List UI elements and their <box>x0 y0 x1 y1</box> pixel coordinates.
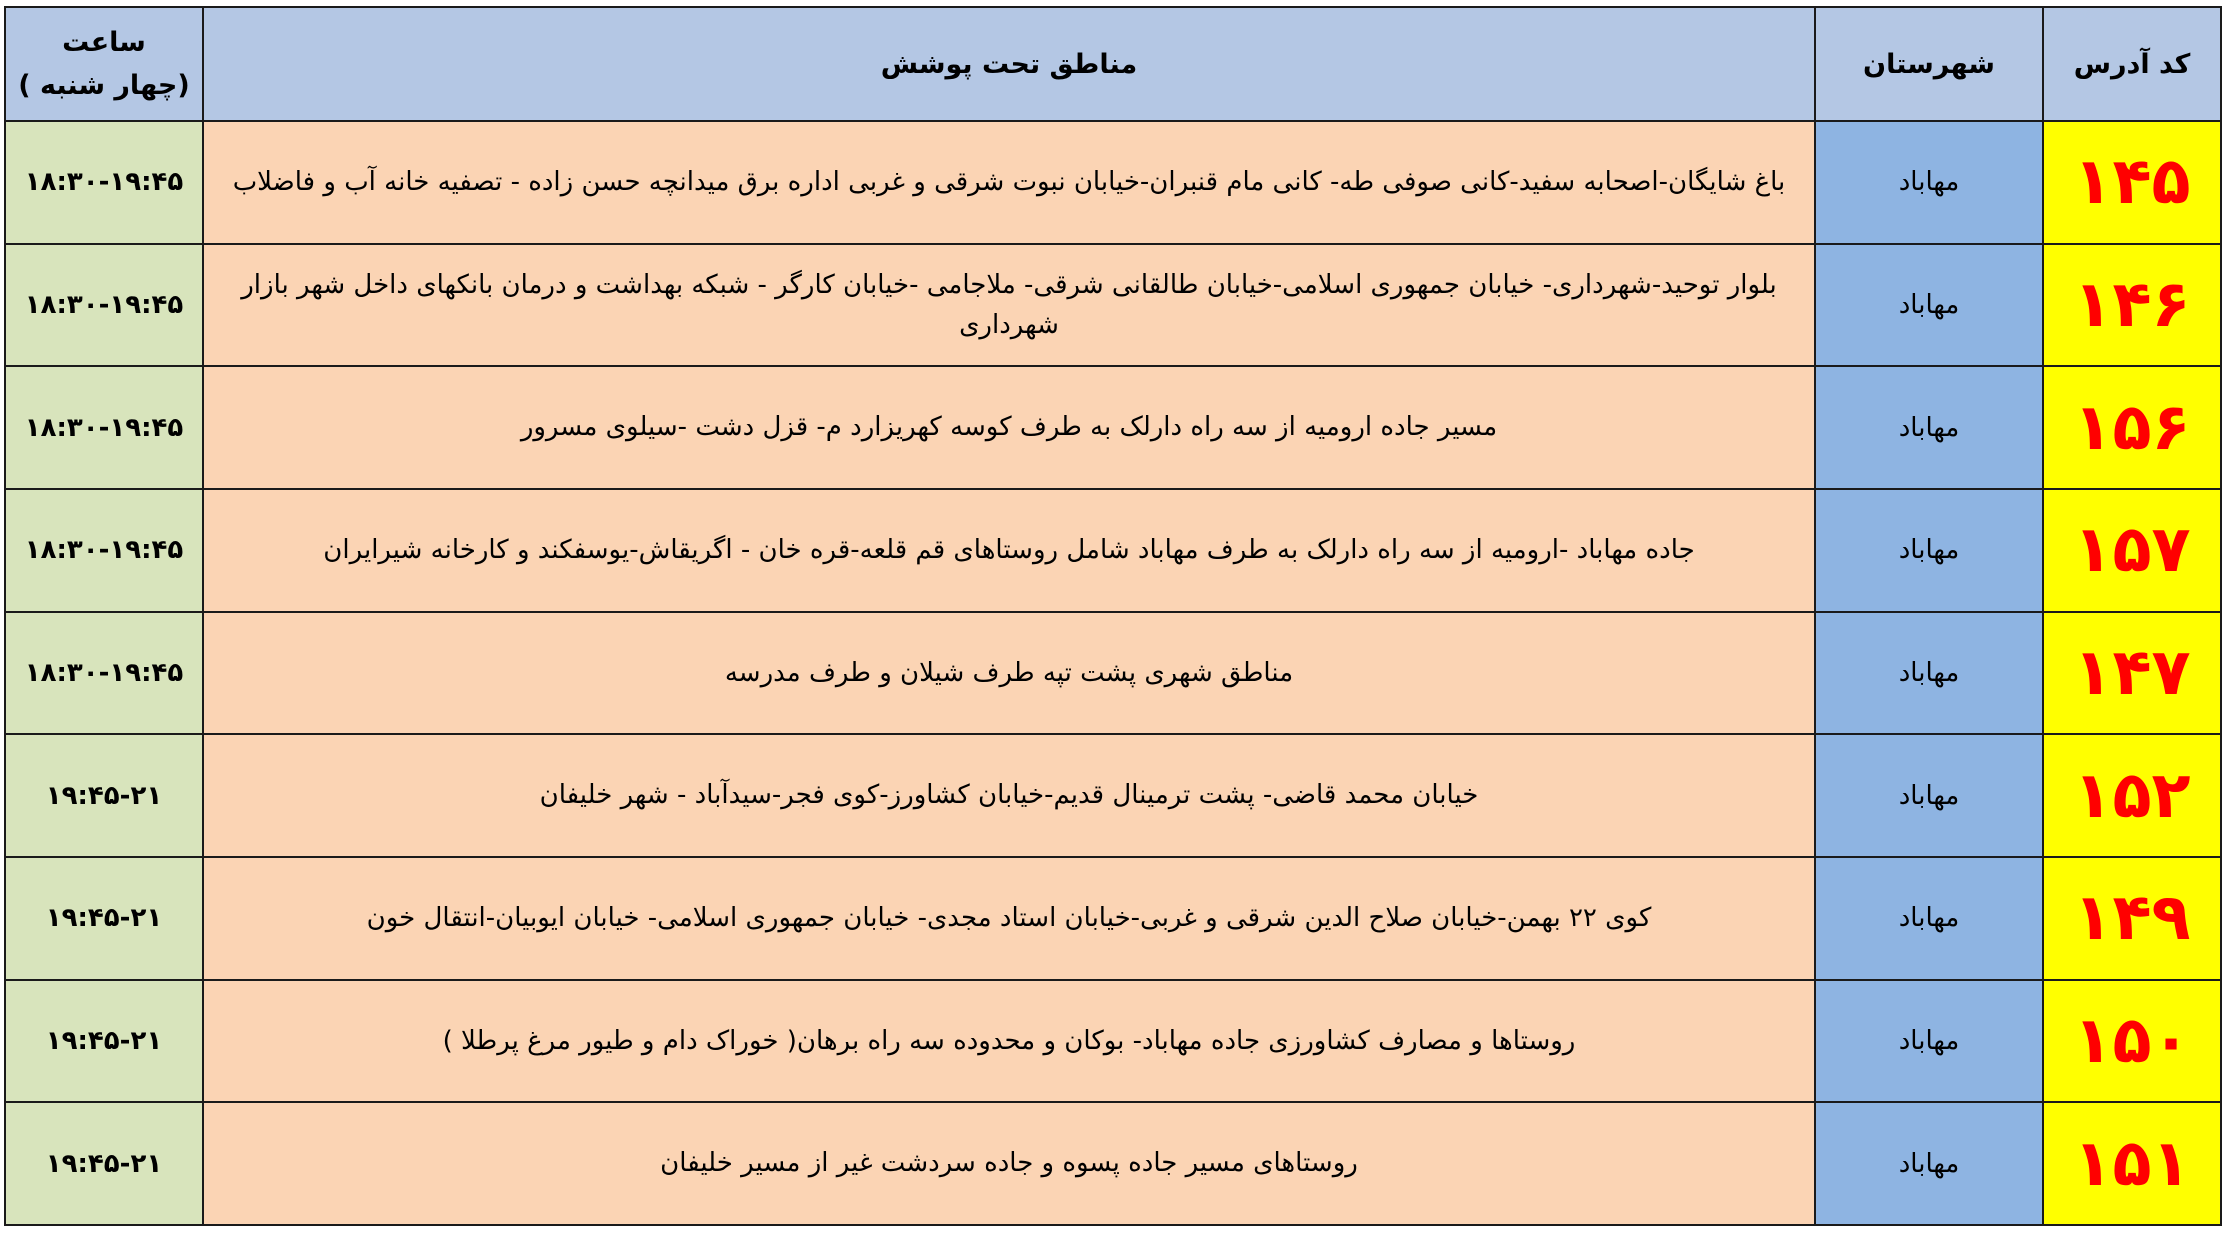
time-range: ۱۹:۴۵-۲۱ <box>5 980 203 1103</box>
table-row <box>5 734 2221 857</box>
time-range: ۱۸:۳۰-۱۹:۴۵ <box>5 121 203 244</box>
address-code: ۱۴۶ <box>2043 244 2221 367</box>
time-range: ۱۹:۴۵-۲۱ <box>5 1102 203 1225</box>
covered-areas: جاده مهاباد -ارومیه از سه راه دارلک به طرف مهاباد شامل روستاهای قم قلعه-قره خان - اگریقاش-یوسفکند و کارخانه شیرایران <box>203 489 1815 612</box>
covered-areas: مسیر جاده ارومیه از سه راه دارلک به طرف کوسه کهریزارد م- قزل دشت -سیلوی مسرور <box>203 366 1815 489</box>
address-code: ۱۵۱ <box>2043 1102 2221 1225</box>
city-name: مهاباد <box>1815 612 2043 735</box>
header-time-label: ساعت <box>62 26 146 58</box>
address-code: ۱۴۹ <box>2043 857 2221 980</box>
header-time <box>5 7 203 121</box>
city-name: مهاباد <box>1815 1102 2043 1225</box>
covered-areas: کوی ۲۲ بهمن-خیابان صلاح الدین شرقی و غربی-خیابان استاد مجدی- خیابان جمهوری اسلامی- خیابان ایوبیان-انتقال خون <box>203 857 1815 980</box>
header-city: شهرستان <box>1815 7 2043 121</box>
city-name: مهاباد <box>1815 244 2043 367</box>
header-row <box>5 7 2221 121</box>
table-row <box>5 980 2221 1103</box>
table-row <box>5 1102 2221 1225</box>
time-range: ۱۹:۴۵-۲۱ <box>5 857 203 980</box>
city-name: مهاباد <box>1815 121 2043 244</box>
table-row <box>5 489 2221 612</box>
city-name: مهاباد <box>1815 489 2043 612</box>
covered-areas: مناطق شهری پشت تپه طرف شیلان و طرف مدرسه <box>203 612 1815 735</box>
time-range: ۱۸:۳۰-۱۹:۴۵ <box>5 244 203 367</box>
city-name: مهاباد <box>1815 857 2043 980</box>
covered-areas: روستاهای مسیر جاده پسوه و جاده سردشت غیر از مسیر خلیفان <box>203 1102 1815 1225</box>
table-row <box>5 244 2221 367</box>
address-code: ۱۵۷ <box>2043 489 2221 612</box>
covered-areas: روستاها و مصارف کشاورزی جاده مهاباد- بوکان و محدوده سه راه برهان( خوراک دام و طیور مرغ پرطلا ) <box>203 980 1815 1103</box>
table-row <box>5 857 2221 980</box>
time-range: ۱۹:۴۵-۲۱ <box>5 734 203 857</box>
address-code: ۱۵۲ <box>2043 734 2221 857</box>
header-areas: مناطق تحت پوشش <box>203 7 1815 121</box>
address-code: ۱۵۰ <box>2043 980 2221 1103</box>
header-code: کد آدرس <box>2043 7 2221 121</box>
table-row <box>5 612 2221 735</box>
table-row <box>5 366 2221 489</box>
time-range: ۱۸:۳۰-۱۹:۴۵ <box>5 489 203 612</box>
address-code: ۱۵۶ <box>2043 366 2221 489</box>
city-name: مهاباد <box>1815 980 2043 1103</box>
city-name: مهاباد <box>1815 366 2043 489</box>
city-name: مهاباد <box>1815 734 2043 857</box>
address-code: ۱۴۵ <box>2043 121 2221 244</box>
covered-areas: بلوار توحید-شهرداری- خیابان جمهوری اسلامی-خیابان طالقانی شرقی- ملاجامی -خیابان کارگر - شبکه بهداشت و درمان بانکهای داخل شهر بازار شهرداری <box>203 244 1815 367</box>
address-code: ۱۴۷ <box>2043 612 2221 735</box>
covered-areas: خیابان محمد قاضی- پشت ترمینال قدیم-خیابان کشاورز-کوی فجر-سیدآباد - شهر خلیفان <box>203 734 1815 857</box>
covered-areas: باغ شایگان-اصحابه سفید-کانی صوفی طه- کانی مام قنبران-خیابان نبوت شرقی و غربی اداره برق میدانچه حسن زاده - تصفیه خانه آب و فاضلاب <box>203 121 1815 244</box>
time-range: ۱۸:۳۰-۱۹:۴۵ <box>5 612 203 735</box>
time-range: ۱۸:۳۰-۱۹:۴۵ <box>5 366 203 489</box>
table-row <box>5 121 2221 244</box>
power-outage-schedule-table <box>4 6 2222 1226</box>
header-time-day: (چهار شنبه ) <box>18 70 190 101</box>
